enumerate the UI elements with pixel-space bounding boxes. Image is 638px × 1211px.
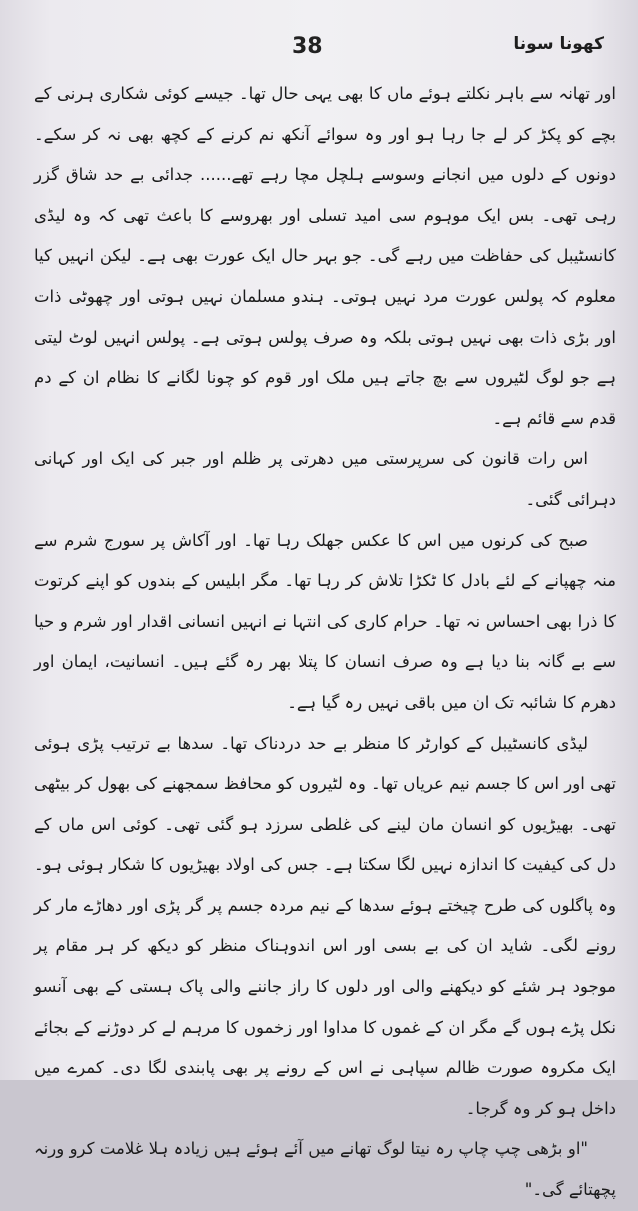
body-text [34, 74, 616, 1211]
page-number: 38 [292, 34, 323, 59]
paragraph: اس رات قانون کی سرپرستی میں دھرتی پر ظلم اور جبر کی ایک اور کہانی دہرائی گئی۔ [34, 449, 616, 509]
paragraph: لیڈی کانسٹیبل کے کوارٹر کا منظر بے حد دردناک تھا۔ سدھا بے ترتیب پڑی ہوئی تھی اور اس کا جسم نیم عریاں تھا۔ وہ لٹیروں کو محافظ سمجھنے کی بھول کر بیٹھی تھی۔ بھیڑیوں کو انسان مان لینے کی غلطی سرزد ہو گئی تھی۔ کوئی اس ماں کے دل کی کیفیت کا اندازہ نہیں لگا سکتا ہے۔ جس کی اولاد بھیڑیوں کا شکار ہوئی ہو۔ وہ پاگلوں کی طرح چیختے ہوئے سدھا کے نیم مردہ جسم پر گر پڑی اور دھاڑے مار کر رونے لگی۔ شاید ان کی بے بسی اور اس اندوہناک منظر کو دیکھ کر ہر مقام پر موجود ہر شئے کو دیکھنے والی اور دلوں کا راز جاننے والی پاک ہستی کے بھی آنسو نکل پڑے ہوں گے مگر ان کے غموں کا مداوا اور زخموں کا مرہم لے کر دوڑنے کے بجائے ایک مکروہ صورت ظالم سپاہی نے اس کے رونے پر بھی پابندی لگا دی۔ کمرے میں داخل ہو کر وہ گرجا۔ [34, 733, 616, 1118]
page-header [0, 34, 638, 64]
paragraph: صبح کی کرنوں میں اس کا عکس جھلک رہا تھا۔ اور آکاش پر سورج شرم سے منہ چھپانے کے لئے بادل کا ٹکڑا تلاش کر رہا تھا۔ مگر ابلیس کے بندوں کو اپنے کرتوت کا ذرا بھی احساس نہ تھا۔ حرام کاری کی انتہا نے انہیں انسانی اقدار اور شرم و حیا سے بے گانہ بنا دیا ہے وہ صرف انسان کا پتلا بھر رہ گئے ہیں۔ انسانیت، ایمان اور دھرم کا شائبہ تک ان میں باقی نہیں رہ گیا ہے۔ [34, 530, 616, 712]
paragraph: "او بڑھی چپ چاپ رہ نیتا لوگ تھانے میں آئے ہوئے ہیں زیادہ ہلا غلامت کرو ورنہ پچھتائے گی۔" [34, 1139, 616, 1200]
paragraph: اور تھانہ سے باہر نکلتے ہوئے ماں کا بھی یہی حال تھا۔ جیسے کوئی شکاری ہرنی کے بچے کو پکڑ کر لے جا رہا ہو اور وہ سوائے آنکھ نم کرنے کے کچھ بھی نہ کر سکے۔ دونوں کے دلوں میں انجانے وسوسے ہلچل مچا رہے تھے...... جدائی بے حد شاق گزر رہی تھی۔ بس ایک موہوم سی امید تسلی اور بھروسے کا باعث تھی کہ وہ لیڈی کانسٹیبل کی حفاظت میں رہے گی۔ جو بہر حال ایک عورت بھی ہے۔ لیکن انہیں کیا معلوم کہ پولس عورت مرد نہیں ہوتی۔ ہندو مسلمان نہیں ہوتی اور چھوٹی ذات اور بڑی ذات بھی نہیں ہوتی بلکہ وہ صرف پولس ہوتی ہے۔ پولس انہیں لوٹ لیتی ہے جو لوگ لٹیروں سے بچ جاتے ہیں ملک اور قوم کو چونا لگانے کا نظام ان کے دم قدم سے قائم ہے۔ [34, 84, 616, 428]
running-title: کھونا سونا [513, 34, 604, 54]
